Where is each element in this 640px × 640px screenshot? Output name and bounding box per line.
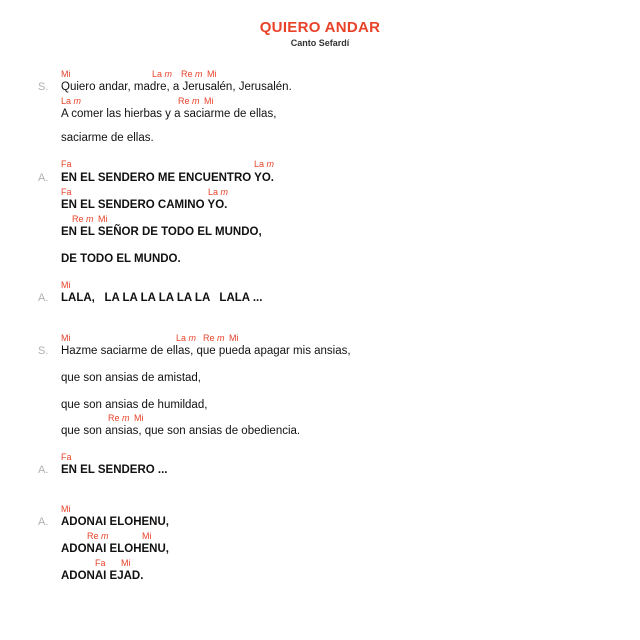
chord-re-m: Re m	[181, 69, 203, 79]
chord-la-m: La m	[61, 96, 82, 106]
lyric-line: Quiero andar, madre, a Jerusalén, Jerusalén.	[61, 81, 292, 93]
song-subtitle: Canto Sefardí	[290, 38, 350, 48]
lyric-line: ADONAI ELOHENU,	[61, 543, 169, 555]
chord-fa: Fa	[61, 452, 72, 462]
chord-row	[61, 530, 561, 542]
section-marker: S.	[38, 345, 49, 357]
section-marker: A.	[38, 516, 49, 528]
chord-mi: Mi	[61, 333, 71, 343]
chord-row	[61, 279, 561, 291]
section-marker: A.	[38, 172, 49, 184]
song-title: QUIERO ANDAR	[259, 19, 381, 36]
lyric-line: Hazme saciarme de ellas, que pueda apagar mis ansias,	[61, 345, 351, 357]
chord-row	[61, 158, 561, 170]
chord-mi: Mi	[61, 280, 71, 290]
chord-mi: Mi	[61, 504, 71, 514]
chord-row	[61, 68, 561, 80]
lyric-line: ADONAI EJAD.	[61, 570, 144, 582]
chord-mi: Mi	[61, 69, 71, 79]
chord-mi: Mi	[121, 558, 131, 568]
section-marker: S.	[38, 81, 49, 93]
chord-row	[61, 412, 561, 424]
lyric-line: saciarme de ellas.	[61, 132, 154, 144]
lyric-line: DE TODO EL MUNDO.	[61, 253, 181, 265]
chord-la-m: La m	[254, 159, 275, 169]
chord-re-m: Re m	[72, 214, 94, 224]
lyric-line: que son ansias, que son ansias de obediencia.	[61, 425, 301, 437]
lyric-line: EN EL SENDERO CAMINO YO.	[61, 199, 228, 211]
chord-row	[61, 213, 561, 225]
lyric-line: EN EL SENDERO ME ENCUENTRO YO.	[61, 172, 274, 184]
section-marker: A.	[38, 292, 49, 304]
chord-la-m: La m	[208, 187, 229, 197]
chord-re-m: Re m	[108, 413, 130, 423]
chord-mi: Mi	[207, 69, 217, 79]
chord-row	[61, 557, 561, 569]
lyric-line: A comer las hierbas y a saciarme de ellas,	[61, 108, 277, 120]
chord-row	[61, 503, 561, 515]
lyric-line: EN EL SENDERO ...	[61, 464, 168, 476]
chord-row	[61, 186, 561, 198]
chord-mi: Mi	[134, 413, 144, 423]
chord-mi: Mi	[142, 531, 152, 541]
chord-row	[61, 451, 561, 463]
lyric-line: EN EL SEÑOR DE TODO EL MUNDO,	[61, 226, 262, 238]
chord-re-m: Re m	[203, 333, 225, 343]
section-marker: A.	[38, 464, 49, 476]
chord-re-m: Re m	[178, 96, 200, 106]
chord-mi: Mi	[229, 333, 239, 343]
chord-row	[61, 332, 561, 344]
lyric-line: LALA, LA LA LA LA LA LA LALA ...	[61, 292, 263, 304]
chord-mi: Mi	[204, 96, 214, 106]
chord-fa: Fa	[61, 159, 72, 169]
lyric-line: ADONAI ELOHENU,	[61, 516, 169, 528]
chord-row	[61, 95, 561, 107]
chord-la-m: La m	[176, 333, 197, 343]
chord-mi: Mi	[98, 214, 108, 224]
chord-fa: Fa	[61, 187, 72, 197]
lyric-line: que son ansias de amistad,	[61, 372, 202, 384]
chord-fa: Fa	[95, 558, 106, 568]
chord-re-m: Re m	[87, 531, 109, 541]
chord-la-m: La m	[152, 69, 173, 79]
lyric-line: que son ansias de humildad,	[61, 399, 208, 411]
